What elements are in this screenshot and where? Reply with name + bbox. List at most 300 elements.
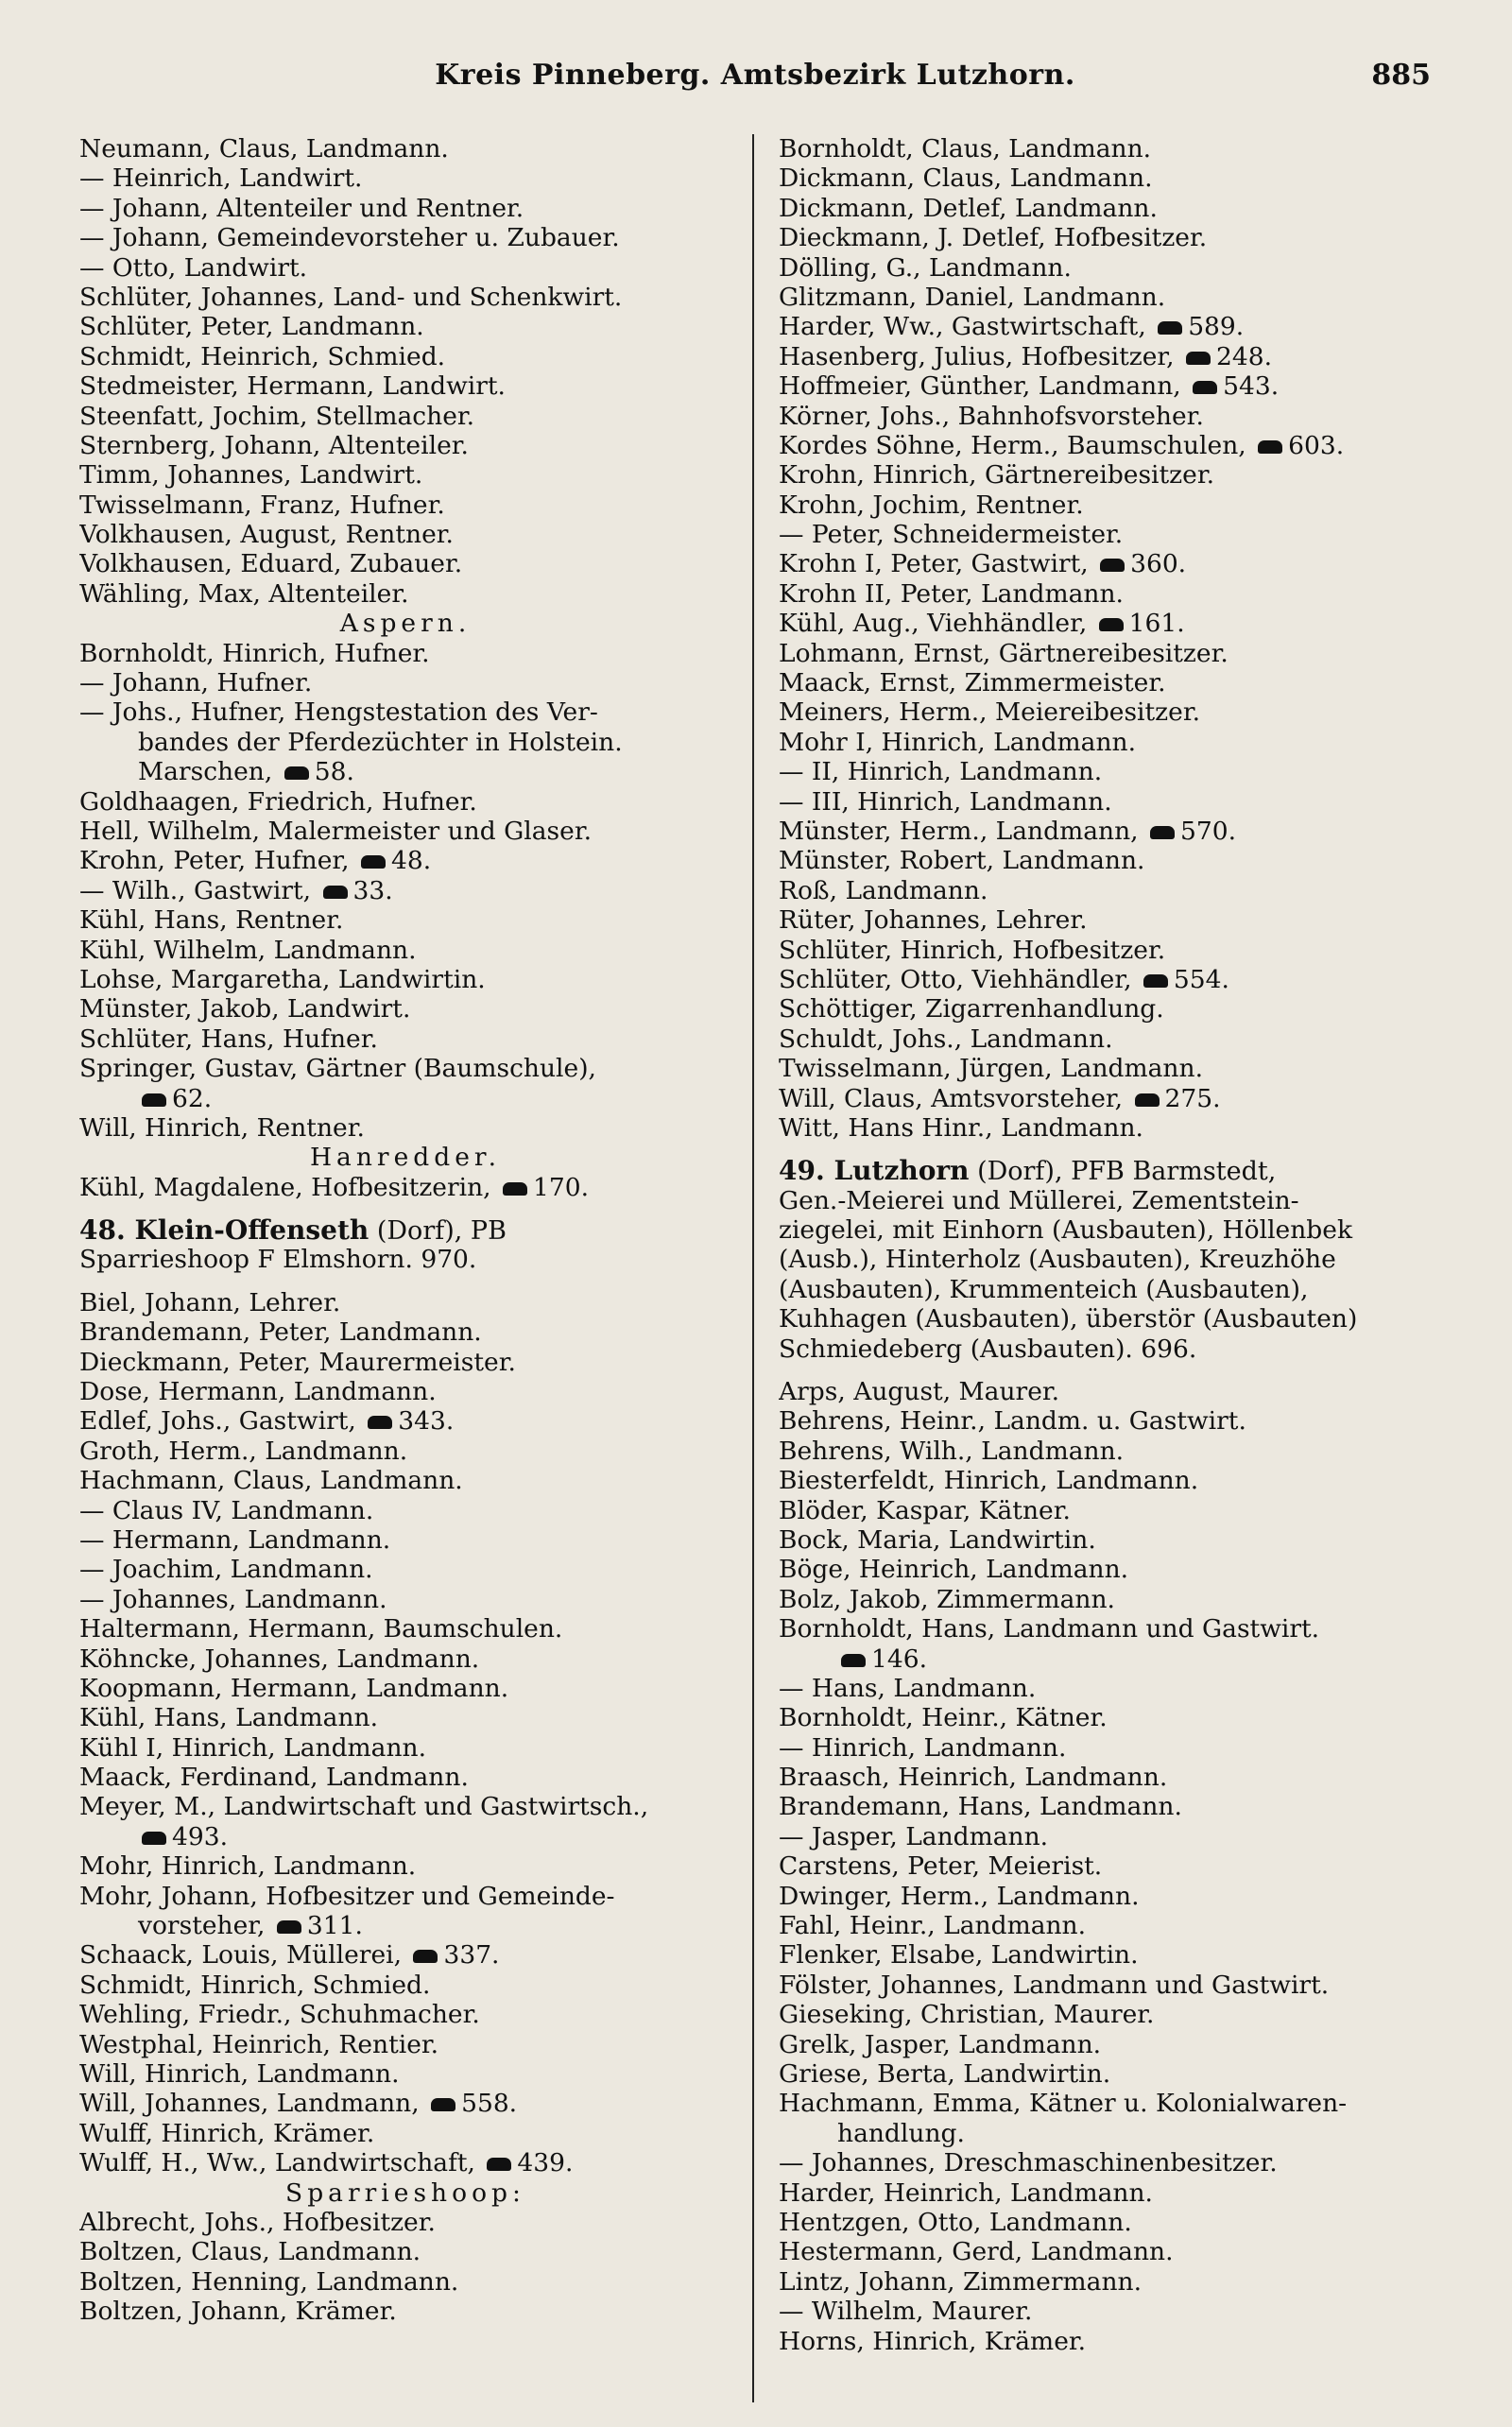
directory-entry xyxy=(79,1406,731,1436)
directory-entry xyxy=(779,936,1431,965)
directory-entry xyxy=(79,1113,731,1143)
entry-text: Koopmann, Hermann, Landmann. xyxy=(79,1673,509,1703)
entry-text: — Hermann, Landmann. xyxy=(79,1524,391,1555)
entry-text: ziegelei, mit Einhorn (Ausbauten), Höllenbek xyxy=(779,1215,1353,1246)
entry-text: Steenfatt, Jochim, Stellmacher. xyxy=(79,401,475,431)
entry-text: Hachmann, Claus, Landmann. xyxy=(79,1466,463,1496)
directory-entry xyxy=(79,1792,731,1821)
entry-text: Brandemann, Hans, Landmann. xyxy=(779,1792,1182,1822)
locality-heading xyxy=(79,1143,731,1172)
entry-text: Wulff, Hinrich, Krämer. xyxy=(79,2118,375,2148)
entry-text: Glitzmann, Daniel, Landmann. xyxy=(779,282,1166,312)
directory-entry xyxy=(79,1377,731,1406)
directory-entry xyxy=(79,2030,731,2059)
directory-entry xyxy=(779,194,1431,223)
entry-text: Schlüter, Otto, Viehhändler, xyxy=(779,964,1140,994)
directory-entry xyxy=(79,194,731,223)
entry-text: Lohmann, Ernst, Gärtnereibesitzer. xyxy=(779,638,1228,668)
directory-entry xyxy=(779,2030,1431,2059)
directory-entry xyxy=(79,1851,731,1881)
telephone-icon xyxy=(503,1182,527,1196)
entry-text: Sparrieshoop F Elmshorn. 970. xyxy=(79,1245,477,1275)
directory-entry xyxy=(779,223,1431,252)
directory-entry xyxy=(779,2059,1431,2089)
directory-entry xyxy=(779,1555,1431,1584)
entry-text: (Dorf), PB xyxy=(369,1216,507,1246)
entry-text: — Johann, Hufner. xyxy=(79,668,313,698)
entry-text: Wulff, H., Ww., Landwirtschaft, xyxy=(79,2148,484,2178)
entry-text: Will, Johannes, Landmann, xyxy=(79,2089,428,2119)
entry-text: bandes der Pferdezüchter in Holstein. xyxy=(138,727,623,757)
entry-text: Twisselmann, Franz, Hufner. xyxy=(79,490,445,520)
telephone-number: 493. xyxy=(172,1821,229,1851)
directory-entry xyxy=(779,1911,1431,1940)
right-column xyxy=(752,134,1431,2402)
directory-entry xyxy=(79,1971,731,2000)
directory-entry xyxy=(79,1644,731,1674)
directory-entry xyxy=(779,579,1431,609)
entry-text: Bornholdt, Claus, Landmann. xyxy=(779,134,1152,164)
directory-entry xyxy=(79,371,731,401)
telephone-number: 570. xyxy=(1180,816,1237,846)
telephone-number: 554. xyxy=(1173,964,1229,994)
entry-text: Bock, Maria, Landwirtin. xyxy=(779,1524,1096,1555)
directory-entry xyxy=(79,2148,731,2177)
directory-entry xyxy=(779,639,1431,668)
entry-text: Volkhausen, Eduard, Zubauer. xyxy=(79,549,463,579)
telephone-icon xyxy=(1258,440,1282,454)
entry-text: Harder, Heinrich, Landmann. xyxy=(779,2177,1153,2208)
telephone-icon xyxy=(142,1832,166,1845)
telephone-number: 311. xyxy=(306,1911,363,1941)
directory-entry xyxy=(779,817,1431,846)
directory-entry xyxy=(779,371,1431,401)
entry-text: Schlüter, Johannes, Land- und Schenkwirt. xyxy=(79,282,623,312)
section-number: 48. xyxy=(79,1215,135,1246)
directory-entry xyxy=(79,491,731,520)
directory-entry xyxy=(79,520,731,549)
entry-text: Kühl, Magdalene, Hofbesitzerin, xyxy=(79,1172,500,1202)
entry-continuation xyxy=(779,2119,1431,2148)
directory-entry xyxy=(79,312,731,341)
entry-text: — Wilh., Gastwirt, xyxy=(79,875,319,905)
entry-text: Schaack, Louis, Müllerei, xyxy=(79,1940,410,1971)
directory-entry xyxy=(779,1674,1431,1703)
directory-entry xyxy=(79,668,731,697)
entry-text: (Dorf), PFB Barmstedt, xyxy=(969,1157,1277,1186)
entry-text: Gieseking, Christian, Maurer. xyxy=(779,2000,1155,2030)
directory-entry xyxy=(779,164,1431,193)
telephone-number: 275. xyxy=(1164,1083,1221,1113)
entry-text: Lohse, Margaretha, Landwirtin. xyxy=(79,964,486,994)
directory-entry xyxy=(79,253,731,283)
directory-entry xyxy=(779,1792,1431,1821)
entry-text: Boltzen, Claus, Landmann. xyxy=(79,2237,421,2267)
directory-entry xyxy=(779,1882,1431,1911)
directory-entry xyxy=(79,1585,731,1614)
entry-text: Edlef, Johs., Gastwirt, xyxy=(79,1406,365,1437)
directory-entry xyxy=(779,668,1431,697)
entry-text: Roß, Landmann. xyxy=(779,875,988,905)
entry-text: Dickmann, Detlef, Landmann. xyxy=(779,193,1158,223)
directory-entry xyxy=(79,579,731,609)
entry-text: Griese, Berta, Landwirtin. xyxy=(779,2059,1111,2089)
entry-text: Kuhhagen (Ausbauten), überstör (Ausbauten) xyxy=(779,1304,1358,1334)
directory-entry xyxy=(779,520,1431,549)
entry-text: Meyer, M., Landwirtschaft und Gastwirtsch., xyxy=(79,1792,649,1822)
entry-text: Kühl, Wilhelm, Landmann. xyxy=(79,935,417,965)
entry-text: Hell, Wilhelm, Malermeister und Glaser. xyxy=(79,816,593,846)
entry-text: Harder, Ww., Gastwirtschaft, xyxy=(779,312,1155,342)
section-heading xyxy=(79,1215,731,1245)
telephone-number: 48. xyxy=(391,846,432,876)
entry-text: Dieckmann, Peter, Maurermeister. xyxy=(79,1347,516,1377)
directory-entry xyxy=(79,965,731,994)
entry-text: Fölster, Johannes, Landmann und Gastwirt. xyxy=(779,1970,1330,2000)
telephone-icon xyxy=(1186,352,1211,365)
entry-text: Schlüter, Hans, Hufner. xyxy=(79,1024,378,1054)
section-place-name: Klein-Offenseth xyxy=(134,1215,369,1246)
entry-text: Haltermann, Hermann, Baumschulen. xyxy=(79,1614,563,1644)
directory-entry xyxy=(79,1614,731,1644)
entry-text: Boltzen, Henning, Landmann. xyxy=(79,2266,459,2297)
entry-text: Will, Hinrich, Landmann. xyxy=(79,2059,400,2089)
entry-text: — Otto, Landwirt. xyxy=(79,252,308,283)
telephone-icon xyxy=(1193,381,1217,394)
entry-text: — Wilhelm, Maurer. xyxy=(779,2297,1033,2327)
directory-entry xyxy=(79,2237,731,2266)
directory-entry xyxy=(79,639,731,668)
directory-entry xyxy=(79,905,731,935)
entry-text: Münster, Jakob, Landwirt. xyxy=(79,994,411,1024)
directory-entry xyxy=(779,1733,1431,1763)
directory-entry xyxy=(79,549,731,578)
telephone-number: 33. xyxy=(352,875,393,905)
telephone-number: 146. xyxy=(871,1644,928,1674)
directory-entry xyxy=(79,846,731,875)
directory-entry xyxy=(779,1614,1431,1644)
entry-text: Bornholdt, Hans, Landmann und Gastwirt. xyxy=(779,1614,1320,1644)
telephone-number: 589. xyxy=(1188,312,1245,342)
entry-text: Will, Hinrich, Rentner. xyxy=(79,1112,365,1143)
directory-entry xyxy=(79,876,731,905)
entry-text: Schmidt, Heinrich, Schmied. xyxy=(79,341,446,371)
directory-entry xyxy=(779,2327,1431,2356)
directory-entry xyxy=(79,1348,731,1377)
directory-entry xyxy=(79,460,731,490)
entry-text: Münster, Robert, Landmann. xyxy=(779,846,1145,876)
telephone-icon xyxy=(323,886,348,899)
entry-text: Sparrieshoop: xyxy=(285,2177,525,2208)
entry-text: Boltzen, Johann, Krämer. xyxy=(79,2297,397,2327)
entry-text: Behrens, Heinr., Landm. u. Gastwirt. xyxy=(779,1406,1246,1437)
section-place-name: Lutzhorn xyxy=(833,1156,970,1186)
directory-entry xyxy=(79,1763,731,1792)
directory-entry xyxy=(79,1245,731,1274)
entry-text: Kühl, Hans, Landmann. xyxy=(79,1703,379,1733)
entry-text: — Claus IV, Landmann. xyxy=(79,1495,374,1525)
directory-entry xyxy=(779,1024,1431,1054)
entry-text: Schlüter, Peter, Landmann. xyxy=(79,312,424,342)
entry-text: Fahl, Heinr., Landmann. xyxy=(779,1911,1087,1941)
directory-entry xyxy=(779,1585,1431,1614)
directory-entry xyxy=(779,1377,1431,1406)
telephone-icon xyxy=(1158,321,1182,335)
entry-text: Twisselmann, Jürgen, Landmann. xyxy=(779,1054,1203,1084)
entry-text: Krohn, Peter, Hufner, xyxy=(79,846,357,876)
telephone-icon xyxy=(284,766,309,780)
telephone-number: 343. xyxy=(398,1406,455,1437)
entry-text: Hentzgen, Otto, Landmann. xyxy=(779,2207,1132,2237)
entry-text: Schlüter, Hinrich, Hofbesitzer. xyxy=(779,935,1166,965)
directory-entry xyxy=(779,609,1431,638)
running-title: Kreis Pinneberg. Amtsbezirk Lutzhorn. xyxy=(435,59,1075,92)
directory-entry xyxy=(79,1173,731,1202)
entry-text: (Ausb.), Hinterholz (Ausbauten), Kreuzhöhe xyxy=(779,1245,1336,1275)
directory-entry xyxy=(79,697,731,727)
directory-entry xyxy=(779,1822,1431,1851)
telephone-number: 360. xyxy=(1130,549,1187,579)
entry-text: — Johann, Gemeindevorsteher u. Zubauer. xyxy=(79,223,620,253)
directory-entry xyxy=(79,1940,731,1970)
entry-text: Schöttiger, Zigarrenhandlung. xyxy=(779,994,1164,1024)
telephone-icon xyxy=(368,1416,392,1429)
directory-entry xyxy=(779,787,1431,817)
entry-text: Flenker, Elsabe, Landwirtin. xyxy=(779,1940,1139,1971)
entry-text: Schmidt, Hinrich, Schmied. xyxy=(79,1970,431,2000)
directory-entry xyxy=(79,2119,731,2148)
directory-entry xyxy=(779,2297,1431,2326)
directory-entry xyxy=(779,1940,1431,1970)
directory-entry xyxy=(779,728,1431,757)
entry-text: — Johs., Hufner, Hengstestation des Ver- xyxy=(79,697,598,728)
directory-entry xyxy=(79,936,731,965)
entry-text: — Johannes, Landmann. xyxy=(79,1584,387,1614)
directory-entry xyxy=(779,1054,1431,1083)
directory-entry xyxy=(779,994,1431,1024)
telephone-number: 558. xyxy=(461,2089,518,2119)
directory-entry xyxy=(779,1851,1431,1881)
entry-text: Stedmeister, Hermann, Landwirt. xyxy=(79,371,506,402)
entry-text: Springer, Gustav, Gärtner (Baumschule), xyxy=(79,1054,596,1084)
directory-entry xyxy=(779,876,1431,905)
telephone-icon xyxy=(1099,618,1124,631)
telephone-icon xyxy=(1100,559,1125,572)
directory-entry xyxy=(79,1555,731,1584)
directory-entry xyxy=(79,283,731,312)
entry-text: Meiners, Herm., Meiereibesitzer. xyxy=(779,697,1201,728)
directory-entry xyxy=(779,1304,1431,1334)
directory-entry xyxy=(779,2000,1431,2029)
directory-entry xyxy=(79,1703,731,1732)
telephone-icon xyxy=(1143,974,1168,988)
telephone-number: 62. xyxy=(172,1083,213,1113)
entry-text: (Ausbauten), Krummenteich (Ausbauten), xyxy=(779,1274,1309,1304)
entry-text: Blöder, Kaspar, Kätner. xyxy=(779,1495,1071,1525)
directory-entry xyxy=(779,1466,1431,1495)
entry-text: Krohn, Jochim, Rentner. xyxy=(779,490,1084,520)
directory-entry xyxy=(779,1113,1431,1143)
entry-text: Hasenberg, Julius, Hofbesitzer, xyxy=(779,341,1183,371)
entry-text: vorsteher, xyxy=(138,1911,273,1941)
page-header xyxy=(79,59,1431,108)
entry-text: — Jasper, Landmann. xyxy=(779,1821,1049,1851)
directory-entry xyxy=(779,2267,1431,2297)
locality-heading xyxy=(79,2178,731,2208)
telephone-number: 543. xyxy=(1223,371,1280,402)
entry-text: Horns, Hinrich, Krämer. xyxy=(779,2326,1087,2356)
directory-entry xyxy=(79,342,731,371)
telephone-number: 170. xyxy=(533,1172,590,1202)
directory-entry xyxy=(779,1406,1431,1436)
telephone-icon xyxy=(277,1920,301,1934)
entry-text: Maack, Ernst, Zimmermeister. xyxy=(779,668,1166,698)
entry-continuation xyxy=(779,1644,1431,1674)
directory-entry xyxy=(779,549,1431,578)
entry-text: Lintz, Johann, Zimmermann. xyxy=(779,2266,1143,2297)
entry-text: Kordes Söhne, Herm., Baumschulen, xyxy=(779,430,1255,460)
directory-entry xyxy=(779,697,1431,727)
directory-entry xyxy=(779,846,1431,875)
entry-text: Krohn, Hinrich, Gärtnereibesitzer. xyxy=(779,460,1215,491)
directory-entry xyxy=(779,1763,1431,1792)
telephone-icon xyxy=(1150,826,1175,839)
entry-text: Kühl, Hans, Rentner. xyxy=(79,905,344,936)
left-column xyxy=(79,134,731,2402)
entry-text: Will, Claus, Amtsvorsteher, xyxy=(779,1083,1131,1113)
entry-continuation xyxy=(79,1084,731,1113)
entry-text: Dwinger, Herm., Landmann. xyxy=(779,1881,1140,1911)
entry-text: — Joachim, Landmann. xyxy=(79,1555,373,1585)
directory-entry xyxy=(779,283,1431,312)
entry-continuation xyxy=(79,728,731,757)
directory-entry xyxy=(79,134,731,164)
directory-entry xyxy=(779,1215,1431,1245)
directory-entry xyxy=(779,1971,1431,2000)
entry-text: — Peter, Schneidermeister. xyxy=(779,520,1124,550)
directory-entry xyxy=(779,253,1431,283)
entry-continuation xyxy=(79,1822,731,1851)
directory-entry xyxy=(779,431,1431,460)
entry-text: Hestermann, Gerd, Landmann. xyxy=(779,2237,1174,2267)
entry-text: Biel, Johann, Lehrer. xyxy=(79,1287,341,1317)
directory-entry xyxy=(779,312,1431,341)
directory-entry xyxy=(779,965,1431,994)
entry-text: Dickmann, Claus, Landmann. xyxy=(779,164,1153,194)
directory-entry xyxy=(79,1496,731,1525)
entry-text: Mohr I, Hinrich, Landmann. xyxy=(779,727,1137,757)
entry-text: — III, Hinrich, Landmann. xyxy=(779,786,1112,817)
telephone-number: 161. xyxy=(1128,609,1185,639)
entry-text: Bornholdt, Hinrich, Hufner. xyxy=(79,638,430,668)
entry-text: — Johann, Altenteiler und Rentner. xyxy=(79,193,524,223)
entry-text: Witt, Hans Hinr., Landmann. xyxy=(779,1112,1143,1143)
directory-entry xyxy=(79,223,731,252)
directory-entry xyxy=(79,1024,731,1054)
directory-entry xyxy=(79,1317,731,1347)
entry-text: — II, Hinrich, Landmann. xyxy=(779,757,1103,787)
directory-entry xyxy=(779,342,1431,371)
entry-text: Schuldt, Johs., Landmann. xyxy=(779,1024,1113,1054)
directory-entry xyxy=(79,402,731,431)
entry-text: Maack, Ferdinand, Landmann. xyxy=(79,1763,469,1793)
directory-entry xyxy=(779,1245,1431,1274)
telephone-number: 439. xyxy=(517,2148,574,2178)
entry-text: Wehling, Friedr., Schuhmacher. xyxy=(79,2000,480,2030)
directory-entry xyxy=(779,491,1431,520)
entry-continuation xyxy=(79,1911,731,1940)
directory-entry xyxy=(79,1882,731,1911)
telephone-icon xyxy=(487,2158,511,2171)
telephone-icon xyxy=(413,1950,438,1963)
entry-text: Bolz, Jakob, Zimmermann. xyxy=(779,1584,1115,1614)
entry-text: Aspern. xyxy=(339,609,472,639)
entry-text: Wähling, Max, Altenteiler. xyxy=(79,578,409,609)
directory-entry xyxy=(79,787,731,817)
directory-entry xyxy=(79,817,731,846)
entry-continuation xyxy=(79,757,731,786)
entry-text: Bornholdt, Heinr., Kätner. xyxy=(779,1703,1108,1733)
telephone-icon xyxy=(361,855,386,869)
page-number: 885 xyxy=(1371,59,1431,92)
entry-text: Carstens, Peter, Meierist. xyxy=(779,1851,1103,1882)
locality-heading xyxy=(79,609,731,638)
entry-text: Biesterfeldt, Hinrich, Landmann. xyxy=(779,1466,1199,1496)
entry-text: Böge, Heinrich, Landmann. xyxy=(779,1555,1129,1585)
directory-entry xyxy=(779,757,1431,786)
section-heading xyxy=(779,1156,1431,1185)
directory-entry xyxy=(779,1703,1431,1732)
telephone-icon xyxy=(841,1654,866,1667)
telephone-number: 337. xyxy=(443,1940,500,1971)
entry-text: Arps, August, Maurer. xyxy=(779,1377,1060,1407)
directory-entry xyxy=(79,1466,731,1495)
directory-entry xyxy=(79,1674,731,1703)
directory-entry xyxy=(779,402,1431,431)
entry-text: Westphal, Heinrich, Rentier. xyxy=(79,2029,439,2059)
directory-entry xyxy=(79,2267,731,2297)
entry-text: Köhncke, Johannes, Landmann. xyxy=(79,1644,480,1674)
telephone-number: 603. xyxy=(1288,430,1345,460)
entry-text: Hachmann, Emma, Kätner u. Kolonialwaren- xyxy=(779,2089,1348,2119)
entry-text: Braasch, Heinrich, Landmann. xyxy=(779,1763,1168,1793)
entry-text: Brandemann, Peter, Landmann. xyxy=(79,1317,482,1348)
telephone-icon xyxy=(142,1093,166,1107)
directory-entry xyxy=(79,164,731,193)
directory-entry xyxy=(79,2000,731,2029)
telephone-icon xyxy=(1135,1093,1160,1107)
entry-text: Mohr, Hinrich, Landmann. xyxy=(79,1851,417,1882)
directory-entry xyxy=(79,431,731,460)
entry-text: Körner, Johs., Bahnhofsvorsteher. xyxy=(779,401,1204,431)
directory-entry xyxy=(779,1496,1431,1525)
entry-text: handlung. xyxy=(837,2118,965,2148)
entry-text: Groth, Herm., Landmann. xyxy=(79,1436,408,1466)
entry-text: — Hinrich, Landmann. xyxy=(779,1732,1067,1763)
section-number: 49. xyxy=(779,1156,834,1186)
entry-text: Schmiedeberg (Ausbauten). 696. xyxy=(779,1334,1197,1364)
telephone-number: 58. xyxy=(314,757,354,787)
directory-entry xyxy=(79,2089,731,2118)
entry-text: Münster, Herm., Landmann, xyxy=(779,816,1146,846)
entry-text: Albrecht, Johs., Hofbesitzer. xyxy=(79,2207,436,2237)
entry-text: Timm, Johannes, Landwirt. xyxy=(79,460,423,491)
entry-text: Rüter, Johannes, Lehrer. xyxy=(779,905,1088,936)
entry-text: — Johannes, Dreschmaschinenbesitzer. xyxy=(779,2148,1278,2178)
entry-text: Behrens, Wilh., Landmann. xyxy=(779,1436,1125,1466)
entry-text: Grelk, Jasper, Landmann. xyxy=(779,2029,1102,2059)
entry-text: Marschen, xyxy=(138,757,281,787)
